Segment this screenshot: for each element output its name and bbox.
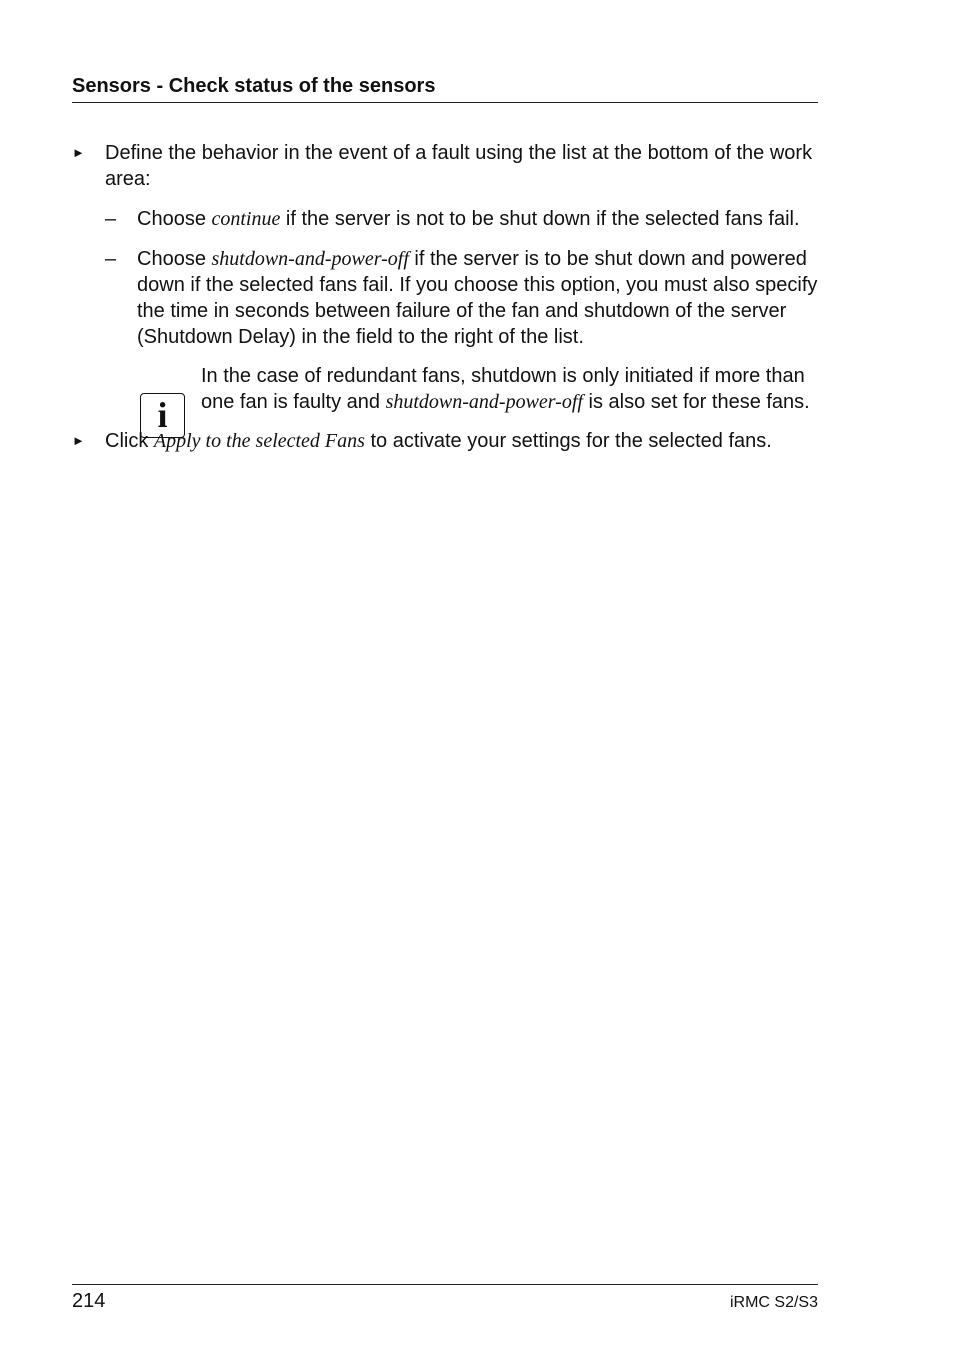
note-text-after: is also set for these fans. — [582, 391, 810, 413]
header-title: Sensors - Check status of the sensors — [72, 75, 436, 97]
apply-button-reference: Apply to the selected Fans — [153, 430, 365, 452]
step-define-behavior — [72, 140, 818, 192]
document-name: iRMC S2/S3 — [729, 1294, 818, 1311]
arrow-bullet-icon: ► — [72, 433, 85, 448]
page-number: 214 — [72, 1290, 106, 1312]
option-text-after: if the server is to be shut down and powered down if the selected fans fail. If you choose this option, you must also specify the time in seconds between failure of the fan and shutdown of the server (Shutdown Delay) in the field to the right of the list. — [137, 248, 818, 348]
option-keyword: continue — [211, 208, 281, 230]
arrow-bullet-icon: ► — [72, 145, 85, 160]
step-text: Define the behavior in the event of a fault using the list at the bottom of the work area: — [105, 142, 813, 190]
step-text-before: Click — [105, 430, 154, 452]
page-header — [72, 72, 818, 103]
note-text-before: In the case of redundant fans, shutdown is only initiated if more than one fan is faulty and — [201, 365, 805, 413]
step-text-after: to activate your settings for the selected fans. — [364, 430, 772, 452]
option-keyword: shutdown-and-power-off — [211, 248, 409, 270]
step-apply — [72, 428, 818, 454]
option-text-before: Choose — [137, 208, 212, 230]
page-footer — [72, 1284, 818, 1312]
info-icon: i — [140, 393, 185, 438]
dash-bullet: – — [105, 208, 117, 230]
option-text-after: if the server is not to be shut down if the selected fans fail. — [280, 208, 800, 230]
option-continue — [72, 206, 818, 232]
note-keyword: shutdown-and-power-off — [385, 391, 583, 413]
main-content — [72, 140, 818, 454]
option-text-before: Choose — [137, 248, 212, 270]
option-shutdown — [72, 246, 818, 350]
dash-bullet: – — [105, 248, 117, 270]
